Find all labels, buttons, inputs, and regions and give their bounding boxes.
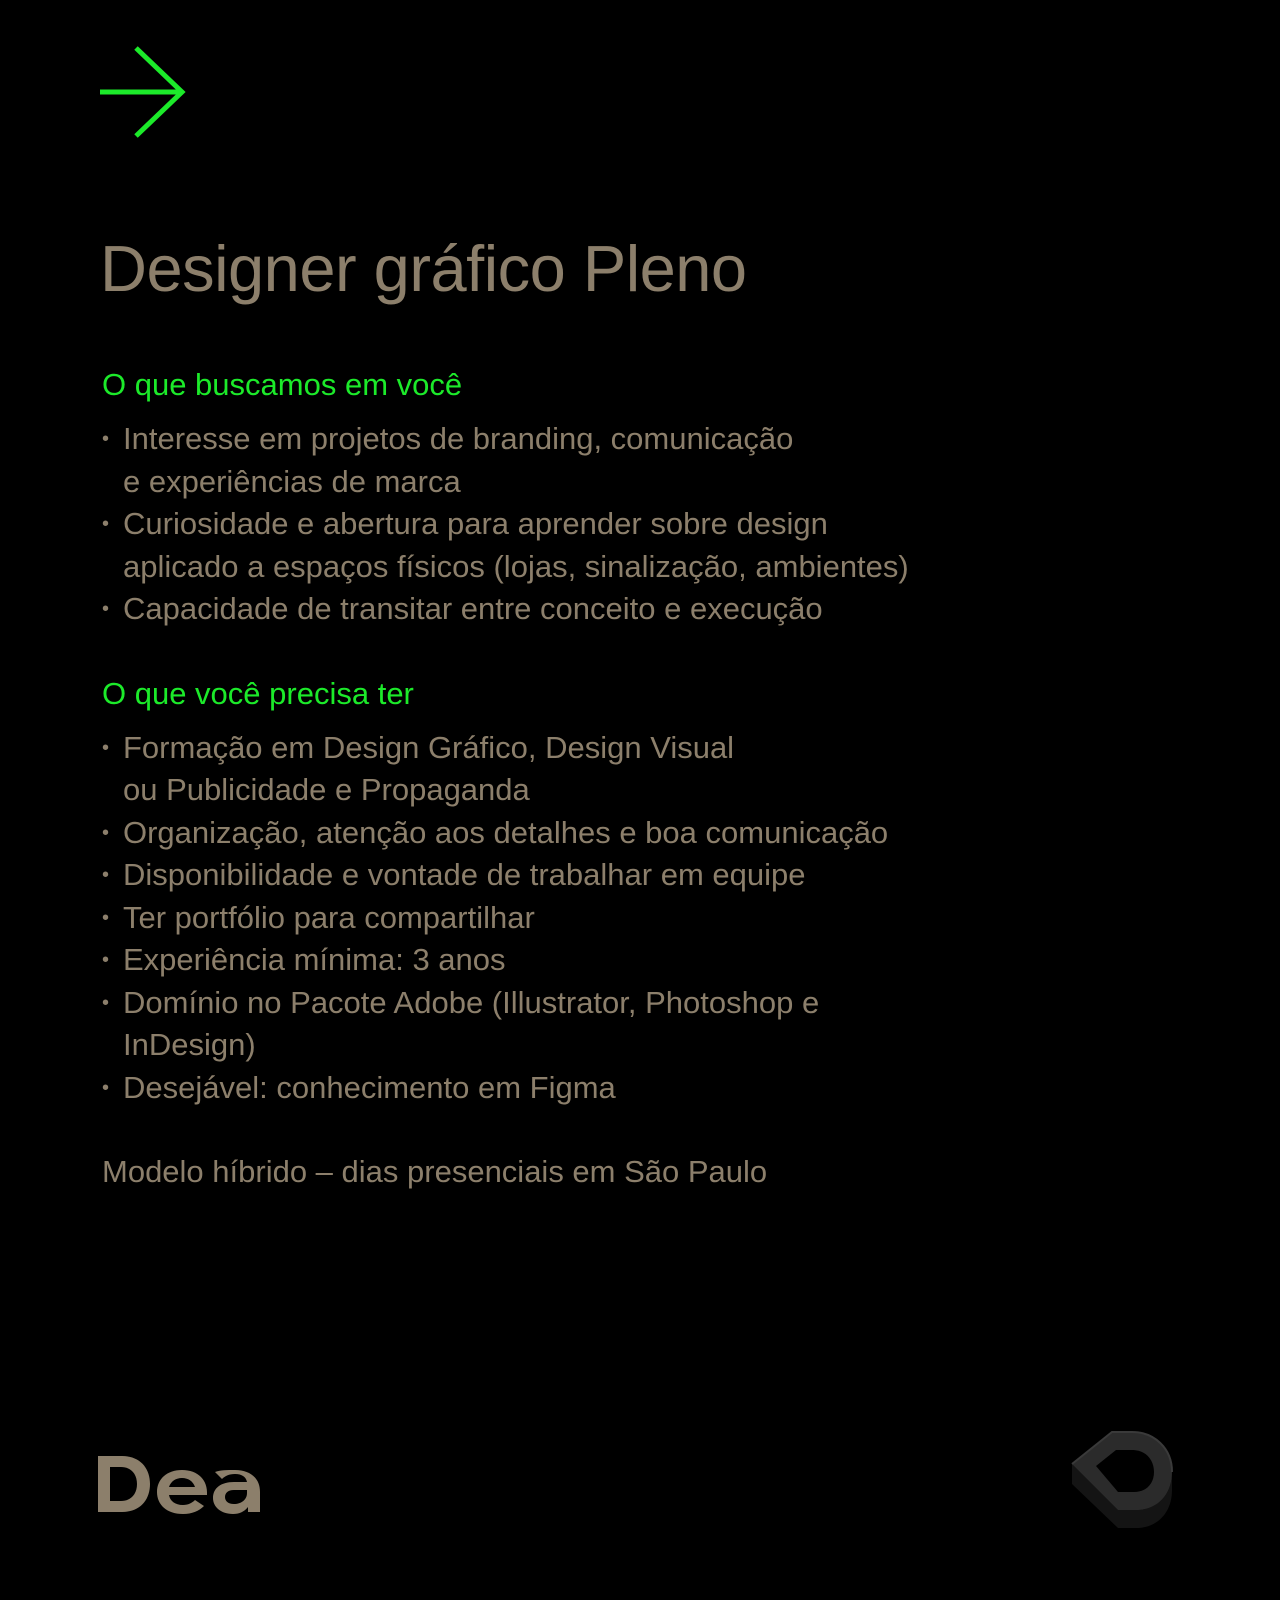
section-heading-requirements: O que você precisa ter [102, 675, 414, 711]
list-item-text: InDesign) [123, 1027, 256, 1062]
bullet: • [102, 1076, 110, 1099]
list-item-text: Formação em Design Gráfico, Design Visual [123, 729, 735, 765]
list-item-text: Ter portfólio para compartilhar [123, 899, 535, 935]
list-item [102, 727, 1102, 812]
profile-list [102, 418, 1102, 631]
list-item-text: Capacidade de transitar entre conceito e execução [123, 591, 823, 626]
bullet: • [102, 428, 110, 450]
list-item-text: Interesse em projetos de branding, comunicação [123, 421, 794, 456]
section-heading-profile: O que buscamos em você [102, 367, 463, 402]
dea-logo [98, 1450, 266, 1514]
list-item-text: Curiosidade e abertura para aprender sobre design [123, 506, 828, 541]
list-item [102, 939, 1102, 982]
list-item-text: aplicado a espaços físicos (lojas, sinalização, ambientes) [123, 548, 909, 584]
work-model-note: Modelo híbrido – dias presenciais em São Paulo [102, 1154, 768, 1189]
list-item-text: Desejável: conhecimento em Figma [123, 1069, 616, 1105]
list-item [102, 982, 1102, 1067]
spacer [102, 1109, 1102, 1151]
arrow-right-icon [100, 46, 190, 138]
bullet: • [102, 906, 110, 929]
list-item-text: e experiências de marca [123, 463, 461, 499]
bullet: • [102, 736, 110, 759]
dea-mark-icon [1066, 1428, 1176, 1532]
spacer [102, 631, 1102, 673]
bullet: • [102, 513, 110, 535]
bullet: • [102, 821, 110, 844]
list-item-text: ou Publicidade e Propaganda [123, 772, 530, 807]
list-item-text: Organização, atenção aos detalhes e boa comunicação [123, 814, 889, 850]
list-item [102, 897, 1102, 940]
list-item-text: Experiência mínima: 3 anos [123, 942, 506, 977]
list-item [102, 812, 1102, 855]
list-item [102, 854, 1102, 897]
requirements-list [102, 727, 1102, 1110]
bullet: • [102, 864, 110, 886]
bullet: • [102, 949, 110, 971]
page-title: Designer gráfico Pleno [100, 232, 747, 305]
bullet: • [102, 991, 110, 1014]
list-item [102, 588, 1102, 631]
list-item [102, 1067, 1102, 1110]
list-item-text: Disponibilidade e vontade de trabalhar em equipe [123, 857, 806, 892]
list-item [102, 503, 1102, 588]
list-item [102, 418, 1102, 503]
job-description [102, 364, 1102, 1193]
bullet: • [102, 598, 110, 620]
list-item-text: Domínio no Pacote Adobe (Illustrator, Photoshop e [123, 984, 820, 1020]
